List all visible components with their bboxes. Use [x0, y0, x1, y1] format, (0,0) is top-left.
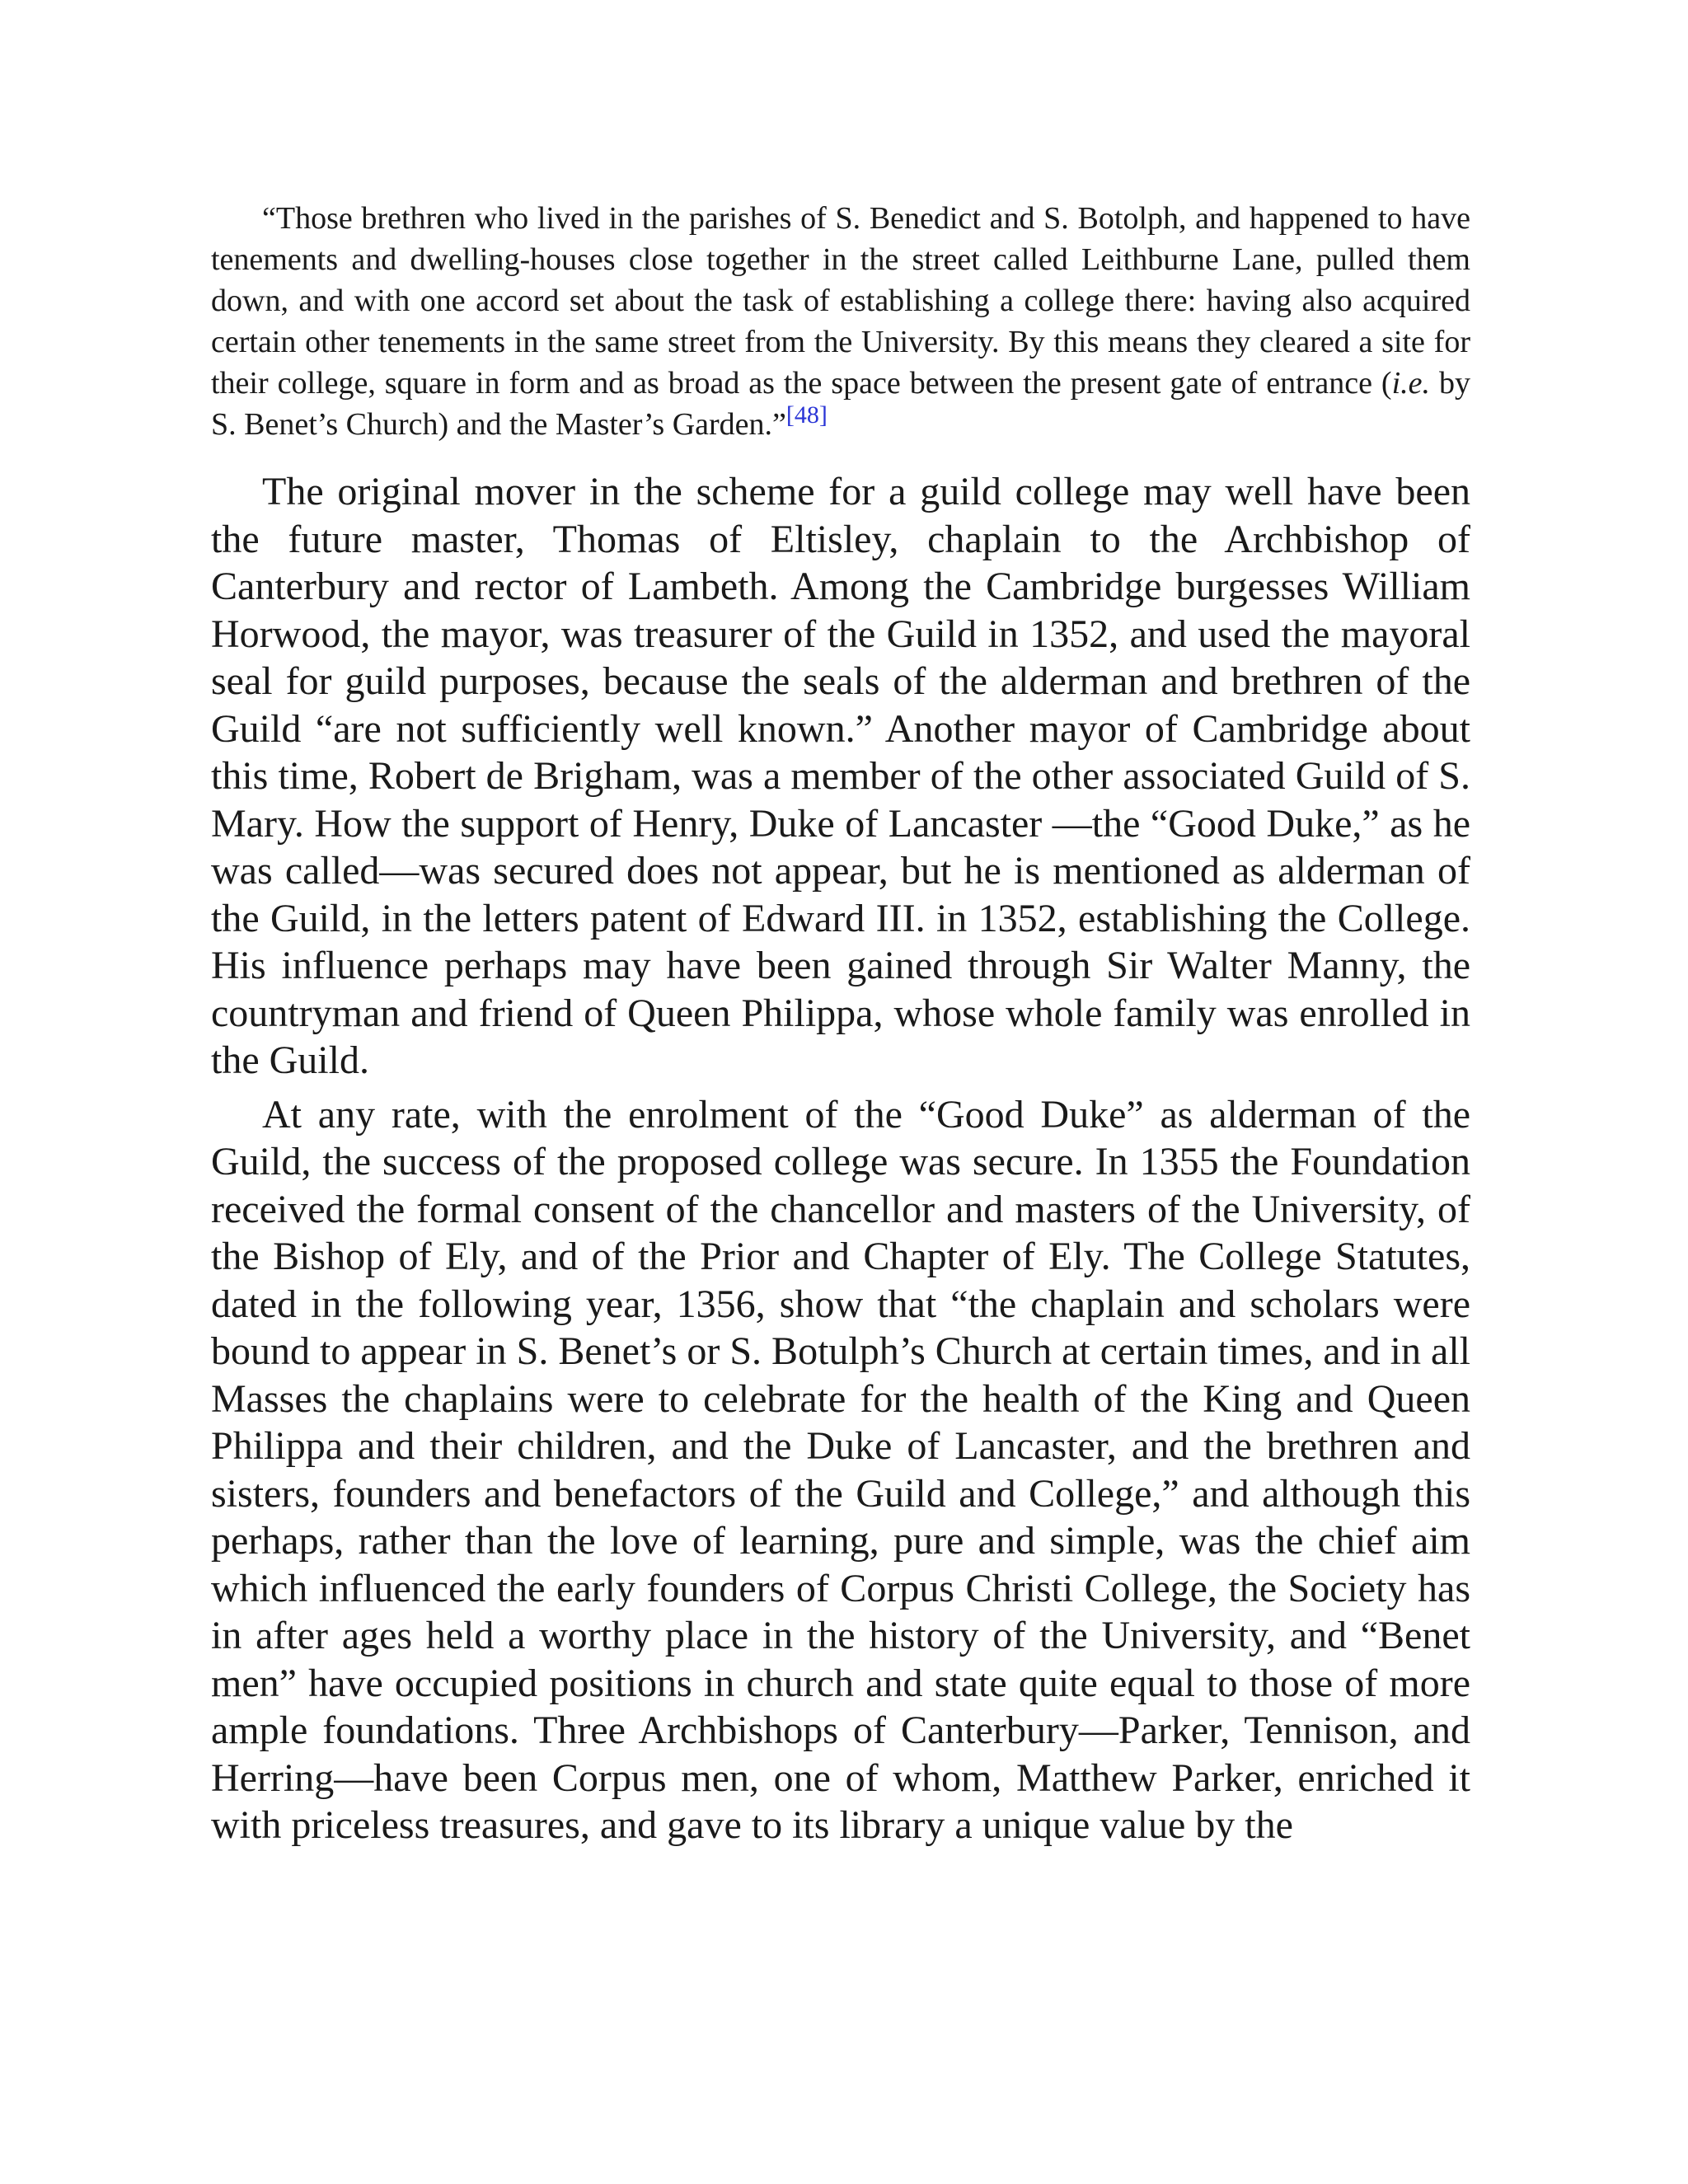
quote-text-start: “Those brethren who lived in the parishes of S. Benedict and S. Botolph, and happened to have tenements and dwelling-houses close together in the street called Leithburne Lane, pulled them down, and with one accord set about the task of establishing a college there: having also acquired certain other tenements in the same street from the University. By this means they cleared a site for their college, square in form and as broad as the space between the present gate of entrance ( [211, 201, 1470, 401]
paragraph-good-duke: At any rate, with the enrolment of the “Good Duke” as alderman of the Guild, the success of the proposed college was secure. In 1355 the Foundation received the formal consent of the chancellor and masters of the University, of the Bishop of Ely, and of the Prior and Chapter of Ely. The College Statutes, dated in the following year, 1356, show that “the chaplain and scholars were bound to appear in S. Benet’s or S. Botulph’s Church at certain times, and in all Masses the chaplains were to celebrate for the health of the King and Queen Philippa and their children, and the Duke of Lancaster, and the brethren and sisters, founders and benefactors of the Guild and College,” and although this perhaps, rather than the love of learning, pure and simple, was the chief aim which influenced the early founders of Corpus Christi College, the Society has in after ages held a worthy place in the history of the University, and “Benet men” have occupied positions in church and state quite equal to those of more ample foundations. Three Archbishops of Canterbury—Parker, Tennison, and Herring—have been Corpus men, one of whom, Matthew Parker, enriched it with priceless treasures, and gave to its library a unique value by the [211, 1092, 1470, 1847]
page-body [211, 198, 1470, 1856]
quote-italic-ie: i.e. [1391, 366, 1431, 401]
block-quote [211, 198, 1470, 445]
footnote-link-48[interactable]: [48] [785, 401, 828, 429]
quote-text-end: by S. Benet’s Church) and the Master’s Garden.” [211, 366, 1471, 442]
paragraph-original-mover: The original mover in the scheme for a guild college may well have been the future master, Thomas of Eltisley, chaplain to the Archbishop of Canterbury and rector of Lambeth. Among the Cambridge burgesses William Horwood, the mayor, was treasurer of the Guild in 1352, and used the mayoral seal for guild purposes, because the seals of the alderman and brethren of the Guild “are not sufficiently well known.” Another mayor of Cambridge about this time, Robert de Brigham, was a member of the other associated Guild of S. Mary. How the support of Henry, Duke of Lancaster —the “Good Duke,” as he was called—was secured does not appear, but he is mentioned as alderman of the Guild, in the letters patent of Edward III. in 1352, establishing the College. His influence perhaps may have been gained through Sir Walter Manny, the countryman and friend of Queen Philippa, whose whole family was enrolled in the Guild. [211, 470, 1470, 1082]
